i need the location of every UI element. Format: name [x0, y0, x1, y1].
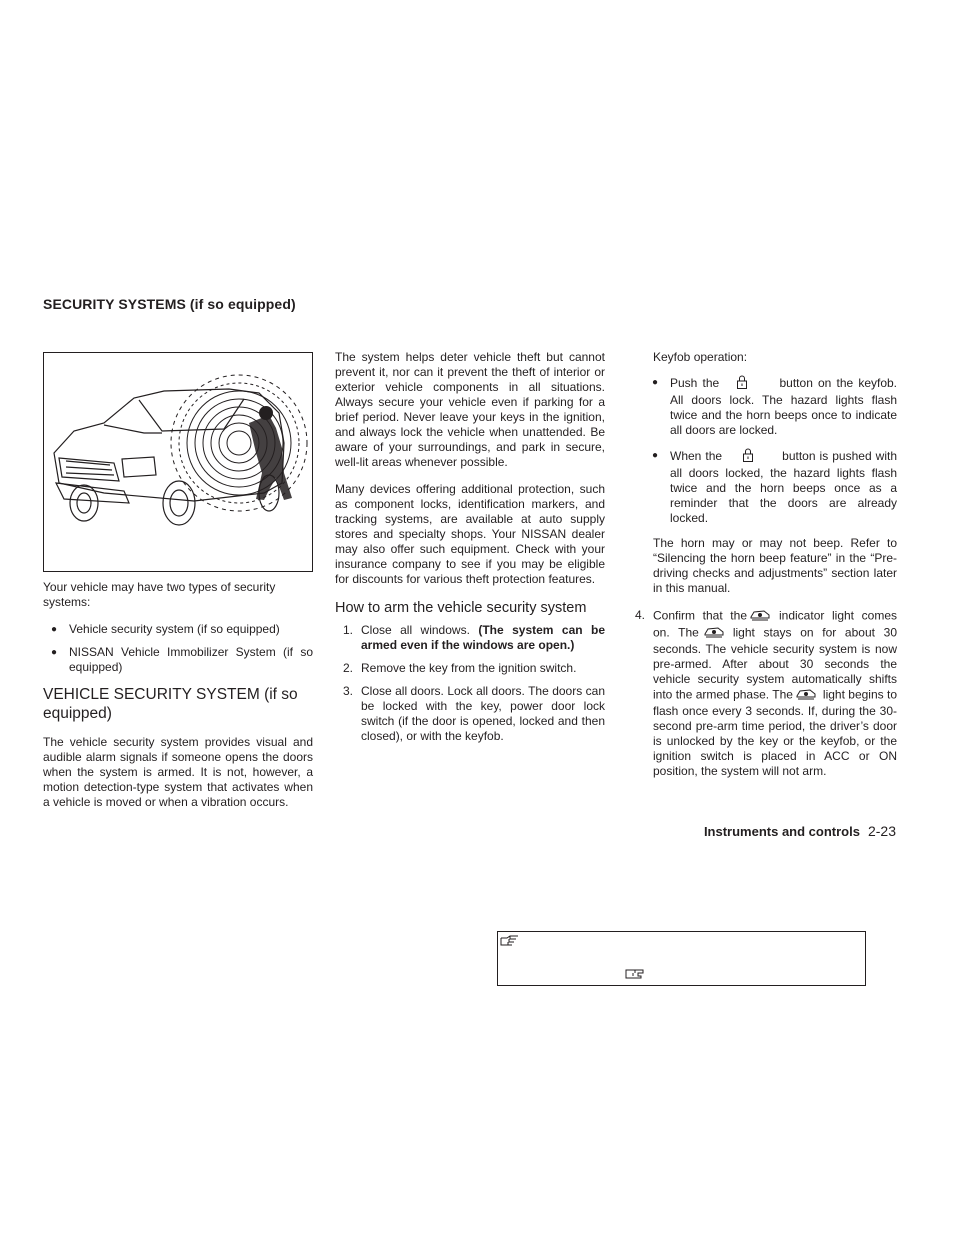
keyfob-list [630, 375, 897, 526]
arm-steps [335, 623, 605, 744]
security-indicator-icon [795, 687, 817, 704]
hand-icon [625, 967, 645, 985]
column-3 [630, 350, 897, 789]
keyfob-label: Keyfob operation: [653, 350, 748, 364]
security-types-list [43, 622, 313, 675]
arm-step-4 [630, 608, 897, 779]
list-item: 3. Close all doors. Lock all doors. The doors can be locked with the key, power door lock switch (if the door is opened, locked and then closed), or with the keyfob. [343, 684, 605, 743]
intro-text: Your vehicle may have two types of security systems: [43, 580, 276, 609]
column-2 [335, 350, 605, 754]
footer-section: Instruments and controls [703, 824, 860, 839]
security-indicator-icon [749, 608, 771, 625]
list-item: 2. Remove the key from the ignition switch. [343, 661, 577, 675]
security-indicator-icon [703, 625, 725, 642]
lock-icon [742, 448, 754, 466]
car-with-alarm-waves-icon [44, 353, 313, 572]
page-number: 2-23 [867, 823, 896, 839]
arm-heading: How to arm the vehicle security system [335, 600, 587, 616]
paragraph: The system helps deter vehicle theft but cannot prevent it, nor can it prevent the theft of interior or exterior vehicle components in all situations. Always secure your vehicle even if parking for a brief period. Never leave your keys in the ignition, and always lock the vehicle when unattended. Be aware of your surroundings, and park in secure, well-lit areas whenever possible. [335, 350, 605, 469]
list-item: 4. Confirm that the indicator light comes on. The light stays on for about 30 seconds. The vehicle security system is now pre-armed. After about 30 seconds the vehicle security system automatically shifts into the armed phase. The light begins to flash once every 3 seconds. If, during the 30-second pre-arm time period, the driver’s door is unlocked by the key or the keyfob, or the ignition switch is placed in ACC or ON position, the system will not arm. [635, 608, 897, 778]
section-title: SECURITY SYSTEMS (if so equipped) [43, 296, 296, 312]
list-item: ● Push the button on the keyfob. All doors lock. The hazard lights flash twice and the horn beeps once to indicate all doors are locked. [644, 375, 897, 438]
column-1 [43, 580, 313, 822]
list-item: 1. Close all windows. (The system can be armed even if the windows are open.) [343, 623, 606, 652]
lock-icon [736, 375, 748, 393]
vehicle-security-heading: VEHICLE SECURITY SYSTEM (if so equipped) [43, 686, 298, 722]
car-security-illustration [43, 352, 313, 572]
horn-note: The horn may or may not beep. Refer to “Silencing the horn beep feature” in the “Pre-driving checks and adjustments” section later in this manual. [653, 536, 897, 595]
list-item: ● Vehicle security system (if so equipped) [43, 622, 313, 637]
pointing-hand-icon [500, 934, 520, 952]
list-item: ● When the button is pushed with all doors locked, the hazard lights flash twice and the horn beeps once as a reminder that the doors are already locked. [644, 448, 897, 526]
note-box [497, 931, 866, 986]
paragraph: Many devices offering additional protection, such as component locks, identification markers, and tracking systems, are available at auto supply stores and specialty shops. Your NISSAN dealer may also offer such equipment. Check with your insurance company to see if you may be eligible for discounts for various theft protection features. [335, 482, 605, 586]
page-footer [640, 823, 896, 839]
vehicle-security-body: The vehicle security system provides visual and audible alarm signals if someone opens the doors when the system is armed. It is not, however, a motion detection-type system that activates when a vehicle is moved or when a vibration occurs. [43, 735, 313, 809]
list-item: ● NISSAN Vehicle Immobilizer System (if so equipped) [43, 645, 313, 675]
